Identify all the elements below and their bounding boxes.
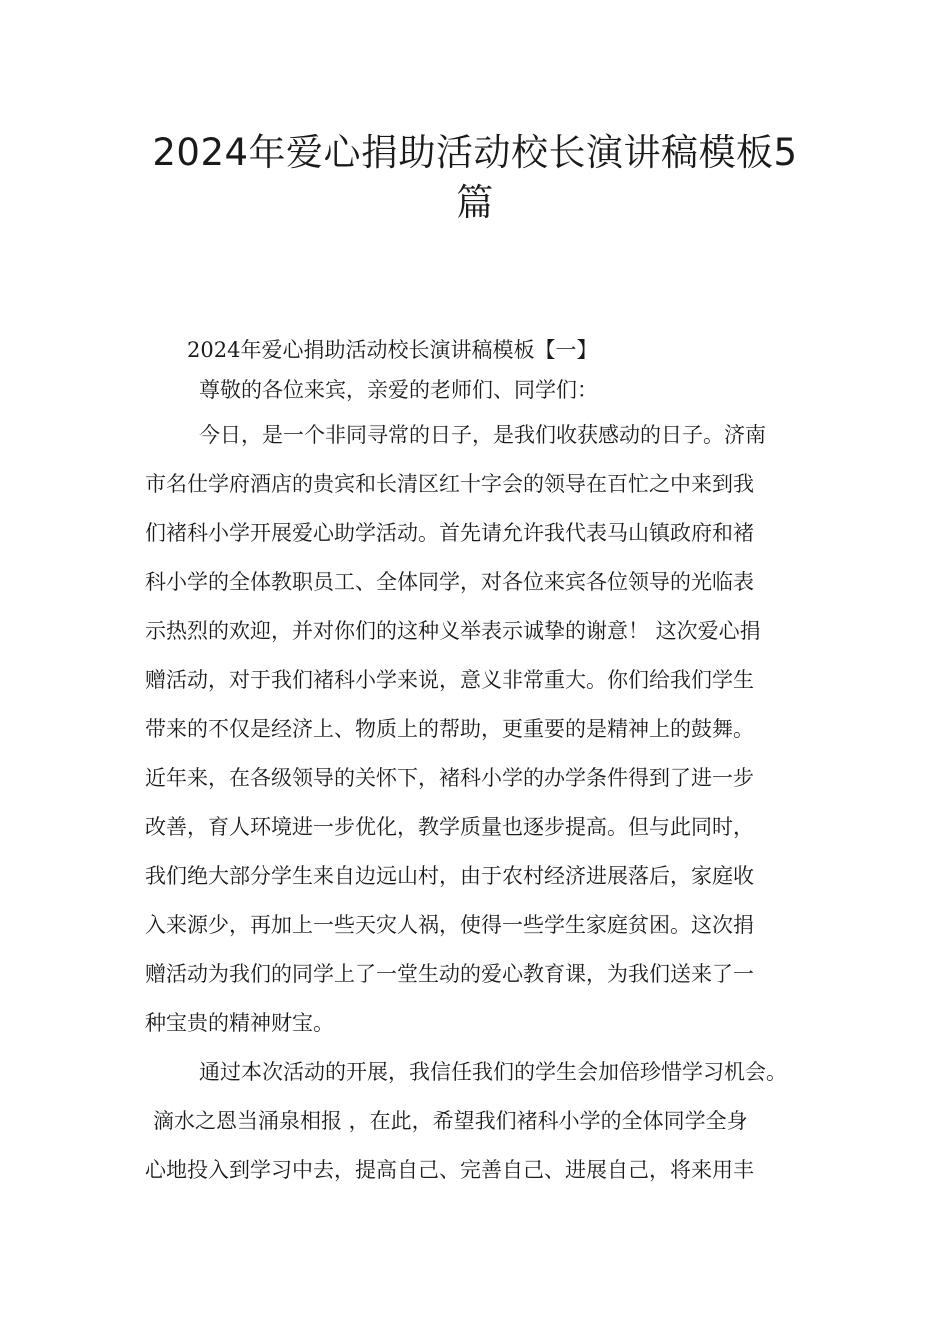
paragraph-line: 们褚科小学开展爱心助学活动。首先请允许我代表马山镇政府和褚: [145, 521, 754, 545]
paragraph-line: 种宝贵的精神财宝。: [145, 1011, 334, 1035]
paragraph-line: 改善，育人环境进一步优化，教学质量也逐步提高。但与此同时，: [145, 815, 754, 839]
greeting-line: 尊敬的各位来宾，亲爱的老师们、同学们：: [199, 378, 598, 402]
title-line-1: 2024年爱心捐助活动校长演讲稿模板5: [152, 131, 798, 174]
paragraph-line: 科小学的全体教职员工、全体同学，对各位来宾各位领导的光临表: [145, 570, 754, 594]
document-title: [120, 128, 830, 228]
paragraph-line: 今日，是一个非同寻常的日子，是我们收获感动的日子。济南: [199, 423, 766, 447]
title-line-2: 篇: [456, 181, 494, 224]
document-body: [145, 331, 835, 1198]
paragraph-line: 滴水之恩当涌泉相报 ，在此，希望我们褚科小学的全体同学全身: [153, 1109, 748, 1133]
paragraph-line: 示热烈的欢迎，并对你们的这种义举表示诚挚的谢意！ 这次爱心捐: [145, 619, 761, 643]
paragraph-line: 入来源少，再加上一些天灾人祸，使得一些学生家庭贫困。这次捐: [145, 913, 754, 937]
paragraph-line: 心地投入到学习中去，提高自己、完善自己、进展自己，将来用丰: [145, 1158, 754, 1182]
section-heading: 2024年爱心捐助活动校长演讲稿模板【一】: [187, 338, 598, 362]
paragraph-line: 带来的不仅是经济上、物质上的帮助，更重要的是精神上的鼓舞。: [145, 717, 754, 741]
paragraph-line: 市名仕学府酒店的贵宾和长清区红十字会的领导在百忙之中来到我: [145, 472, 754, 496]
paragraph-line: 赠活动，对于我们褚科小学来说，意义非常重大。你们给我们学生: [145, 668, 754, 692]
paragraph-line: 我们绝大部分学生来自边远山村，由于农村经济进展落后，家庭收: [145, 864, 754, 888]
paragraph-line: 近年来，在各级领导的关怀下，褚科小学的办学条件得到了进一步: [145, 766, 754, 790]
paragraph-line: 赠活动为我们的同学上了一堂生动的爱心教育课，为我们送来了一: [145, 962, 754, 986]
paragraph-line: 通过本次活动的开展，我信任我们的学生会加倍珍惜学习机会。: [199, 1060, 787, 1084]
